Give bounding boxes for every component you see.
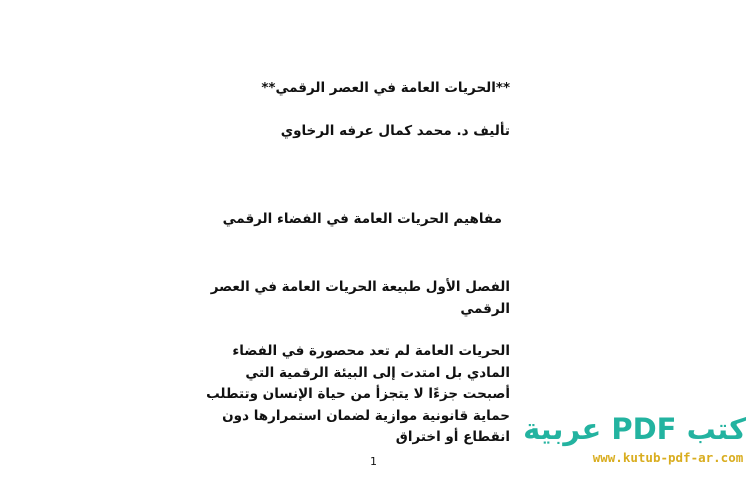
paragraph-line: انقطاع أو اختراق: [395, 429, 510, 445]
paragraph-line: حماية قانونية موازية لضمان استمرارها دون: [222, 407, 510, 424]
paragraph-line: المادي بل امتدت إلى البيئة الرقمية التي: [245, 364, 510, 381]
paragraph-line: الحريات العامة لم تعد محصورة في الفضاء: [232, 343, 510, 359]
watermark: [523, 412, 746, 465]
chapter-heading: [211, 276, 510, 320]
body-paragraph: [206, 341, 510, 449]
watermark-logo: كتب PDF عربية: [523, 412, 746, 446]
chapter-heading-line: الفصل الأول طبيعة الحريات العامة في العصر: [210, 279, 510, 295]
section-heading: مفاهيم الحريات العامة في الفضاء الرقمي: [222, 211, 502, 227]
chapter-heading-line: الرقمي: [460, 301, 510, 317]
document-title: **الحريات العامة في العصر الرقمي**: [261, 80, 510, 96]
paragraph-line: أصبحت جزءًا لا يتجزأ من حياة الإنسان وتتطلب: [206, 386, 510, 402]
watermark-url: www.kutub-pdf-ar.com: [592, 450, 744, 465]
page-number: 1: [370, 455, 377, 468]
document-author: تأليف د. محمد كمال عرفه الرخاوي: [280, 123, 510, 139]
